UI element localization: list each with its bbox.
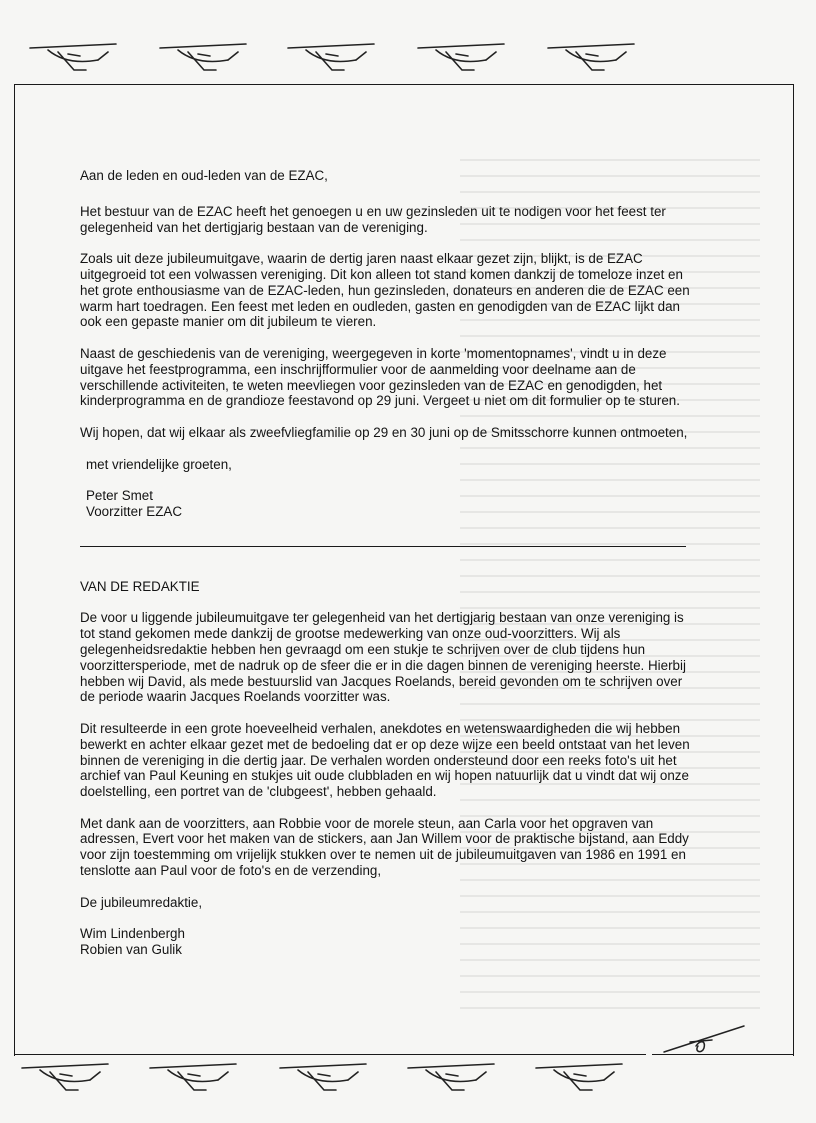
glider-plane-icon xyxy=(278,1050,368,1096)
glider-plane-icon xyxy=(406,1050,496,1096)
letter-body xyxy=(80,168,690,958)
redaktie-name-1: Wim Lindenbergh xyxy=(80,926,185,942)
glider-plane-icon xyxy=(416,30,506,76)
signatory-role: Voorzitter EZAC xyxy=(86,503,182,519)
glider-plane-icon xyxy=(20,1050,110,1096)
glider-plane-icon xyxy=(546,30,636,76)
glider-plane-icon xyxy=(28,30,118,76)
closing: met vriendelijke groeten, xyxy=(86,456,232,472)
paragraph-history: Naast de geschiedenis van de vereniging, weergegeven in korte 'momentopnames', vindt u in deze uitgave het feestprogramma, een inschrijfformulier voor de aanmelding voor deelname aan de verschillende activiteiten, te weten meevliegen voor gezinsleden van de EZAC en genodigden, het kinderprogramma en de grandioze feestavond op 29 juni. Vergeet u niet om dit formulier op te sturen. xyxy=(80,345,680,409)
paragraph-jubileum: Zoals uit deze jubileumuitgave, waarin de dertig jaren naast elkaar gezet zijn, blijkt, is de EZAC uitgegroeid tot een volwassen vereniging. Dit kon alleen tot stand komen dankzij de tomeloze inzet en het grote enthousiasme van de EZAC-leden, hun gezinsleden, donateurs en anderen die de EZAC een warm hart toedragen. Een feest met leden en oudleden, gasten en genodigden van de EZAC lijkt dan ook een gepaste manier om dit jubileum te vieren. xyxy=(80,251,690,330)
signatory-name: Peter Smet xyxy=(86,488,153,504)
redaktie-title: VAN DE REDAKTIE xyxy=(80,578,200,594)
paragraph-hope: Wij hopen, dat wij elkaar als zweefvliegfamilie op 29 en 30 juni op de Smitsschorre kunnen ontmoeten, xyxy=(80,424,688,440)
redaktie-paragraph-1: De voor u liggende jubileumuitgave ter gelegenheid van het dertigjarig bestaan van onze vereniging is tot stand gekomen mede dankzij de grootse medewerking van onze oud-voorzitters. Wij als gelegenheidsredaktie hebben hen gevraagd om een stukje te schrijven over de club tijdens hun voorzittersperiode, met de nadruk op de sfeer die er in die dagen binnen de vereniging heerste. Hierbij hebben wij David, als mede bestuurslid van Jacques Roelands, bereid gevonden om te schrijven over de periode waarin Jacques Roelands voorzitter was. xyxy=(80,610,686,705)
redaktie-closing: De jubileumredaktie, xyxy=(80,894,203,910)
redaktie-paragraph-2: Dit resulteerde in een grote hoeveelheid verhalen, anekdotes en wetenswaardigheden die wij hebben bewerkt en achter elkaar gezet met de bedoeling dat er op deze wijze een beeld ontstaat van het leven binnen de vereniging in die dertig jaar. De verhalen worden ondersteund door een reeks foto's uit het archief van Paul Keuning en stukjes uit oude clubbladen en wij hopen natuurlijk dat u vindt dat wij onze doelstelling, een portret van de 'clubgeest', hebben gehaald. xyxy=(80,720,690,800)
signature-scribble-icon xyxy=(660,1022,750,1058)
glider-plane-icon xyxy=(286,30,376,76)
redaktie-name-2: Robien van Gulik xyxy=(80,942,182,958)
bottom-plane-border xyxy=(0,1050,816,1110)
glider-plane-icon xyxy=(158,30,248,76)
glider-plane-icon xyxy=(148,1050,238,1096)
section-divider xyxy=(80,546,686,547)
paragraph-invitation: Het bestuur van de EZAC heeft het genoegen u en uw gezinsleden uit te nodigen voor het feest ter gelegenheid van het dertigjarig bestaan van de vereniging. xyxy=(80,203,666,235)
greeting: Aan de leden en oud-leden van de EZAC, xyxy=(80,168,328,183)
glider-plane-icon xyxy=(534,1050,624,1096)
redaktie-paragraph-3: Met dank aan de voorzitters, aan Robbie voor de morele steun, aan Carla voor het opgraven van adressen, Evert voor het maken van de stickers, aan Jan Willem voor de praktische bijstand, aan Eddy voor zijn toestemming om vrijelijk stukken over te nemen uit de jubileumuitgaven van 1986 en 1991 en tenslotte aan Paul voor de foto's en de verzending, xyxy=(80,815,689,879)
top-plane-border xyxy=(0,30,816,90)
